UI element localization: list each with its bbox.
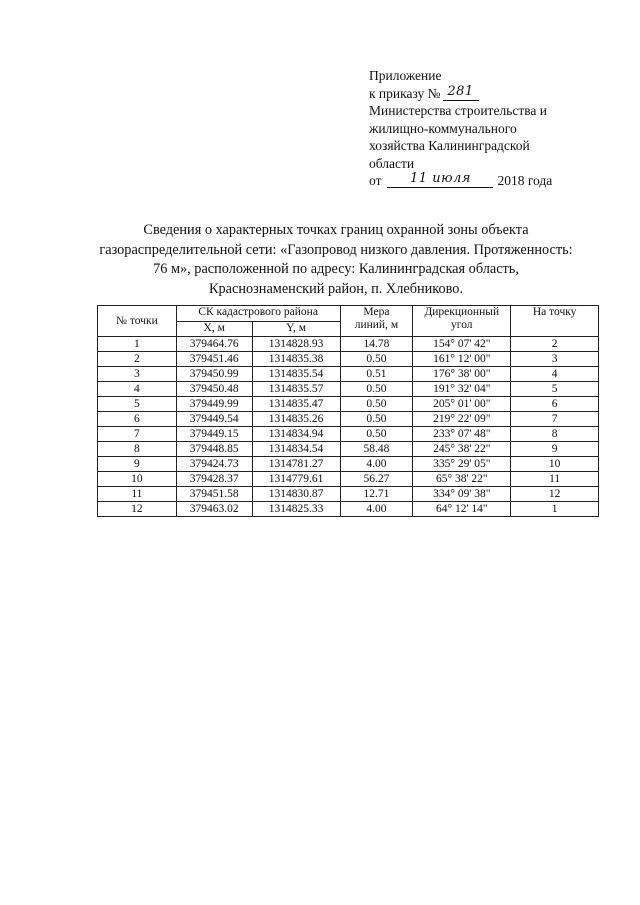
cell-length: 58.48 — [340, 442, 413, 457]
cell-direction: 176° 38' 00" — [413, 367, 511, 382]
header-to-point: На точку — [511, 306, 599, 337]
table-row — [98, 457, 599, 472]
cell-point-no: 6 — [98, 412, 177, 427]
ministry-line-2: жилищно-коммунального — [369, 120, 517, 136]
cell-point-no: 5 — [98, 397, 177, 412]
cell-direction: 64° 12' 14" — [413, 502, 511, 517]
cell-direction: 335° 29' 05" — [413, 457, 511, 472]
cell-direction: 205° 01' 00" — [413, 397, 511, 412]
heading-line-4: Краснознаменский район, п. Хлебниково. — [208, 280, 464, 297]
table-row — [98, 412, 599, 427]
order-number-handwritten — [443, 85, 479, 101]
order-reference — [369, 85, 619, 103]
cell-y: 1314835.38 — [252, 352, 340, 367]
cell-x: 379463.02 — [176, 502, 252, 517]
table-row — [98, 367, 599, 382]
cell-x: 379449.99 — [176, 397, 252, 412]
cell-to-point: 7 — [511, 412, 599, 427]
cell-to-point: 11 — [511, 472, 599, 487]
cell-point-no: 2 — [98, 352, 177, 367]
cell-point-no: 10 — [98, 472, 177, 487]
appendix-block — [369, 67, 619, 190]
header-point-no-text: № точки — [116, 314, 158, 327]
ministry-line-3: хозяйства Калининградской — [369, 138, 530, 153]
order-date — [369, 172, 619, 190]
cell-y: 1314781.27 — [252, 457, 340, 472]
appendix-title: Приложение — [369, 68, 442, 83]
cell-x: 379428.37 — [176, 472, 252, 487]
cell-length: 14.78 — [340, 337, 413, 352]
heading-line-2: газораспределительной сети: «Газопровод низкого давления. Протяженность: — [99, 241, 573, 258]
ministry-line-1: Министерства строительства и — [369, 103, 548, 118]
cell-direction: 65° 38' 22" — [413, 472, 511, 487]
cell-point-no: 7 — [98, 427, 177, 442]
cell-direction: 154° 07' 42" — [413, 337, 511, 352]
table-row — [98, 382, 599, 397]
cell-length: 0.50 — [340, 382, 413, 397]
table-row — [98, 352, 599, 367]
header-direction — [413, 306, 511, 337]
cell-length: 0.51 — [340, 367, 413, 382]
cell-direction: 334° 09' 38" — [413, 487, 511, 502]
cell-x: 379451.46 — [176, 352, 252, 367]
cell-y: 1314779.61 — [252, 472, 340, 487]
cell-x: 379449.15 — [176, 427, 252, 442]
cell-to-point: 8 — [511, 427, 599, 442]
cell-point-no: 11 — [98, 487, 177, 502]
cell-direction: 191° 32' 04" — [413, 382, 511, 397]
date-suffix: 2018 года — [497, 173, 553, 188]
cell-direction: 233° 07' 48" — [413, 427, 511, 442]
table-row — [98, 397, 599, 412]
table-body — [98, 337, 599, 517]
heading-line-1: Сведения о характерных точках границ охранной зоны объекта — [143, 222, 529, 238]
order-number-text: 281 — [447, 83, 474, 99]
cell-direction: 161° 12' 00" — [413, 352, 511, 367]
cell-point-no: 9 — [98, 457, 177, 472]
table-row — [98, 337, 599, 352]
cell-length: 0.50 — [340, 397, 413, 412]
cell-to-point: 9 — [511, 442, 599, 457]
boundary-points-table — [97, 305, 599, 517]
cell-y: 1314835.26 — [252, 412, 340, 427]
header-direction-line-2: угол — [451, 319, 473, 331]
header-length — [340, 306, 413, 337]
header-y: Y, м — [252, 322, 340, 337]
cell-x: 379464.76 — [176, 337, 252, 352]
table-row — [98, 487, 599, 502]
cell-length: 4.00 — [340, 502, 413, 517]
cell-point-no: 3 — [98, 367, 177, 382]
cell-length: 56.27 — [340, 472, 413, 487]
cell-x: 379449.54 — [176, 412, 252, 427]
cell-point-no: 8 — [98, 442, 177, 457]
table-row — [98, 427, 599, 442]
cell-to-point: 3 — [511, 352, 599, 367]
cell-to-point: 5 — [511, 382, 599, 397]
header-cadastral: СК кадастрового района — [176, 306, 340, 322]
header-direction-line-1: Дирекционный — [424, 306, 500, 318]
cell-x: 379451.58 — [176, 487, 252, 502]
cell-y: 1314834.54 — [252, 442, 340, 457]
cell-length: 4.00 — [340, 457, 413, 472]
cell-to-point: 6 — [511, 397, 599, 412]
cell-to-point: 12 — [511, 487, 599, 502]
cell-point-no: 12 — [98, 502, 177, 517]
cell-length: 0.50 — [340, 427, 413, 442]
cell-length: 0.50 — [340, 412, 413, 427]
cell-point-no: 4 — [98, 382, 177, 397]
header-x: X, м — [176, 322, 252, 337]
cell-y: 1314835.47 — [252, 397, 340, 412]
order-prefix: к приказу № — [369, 85, 441, 101]
cell-to-point: 2 — [511, 337, 599, 352]
cell-length: 12.71 — [340, 487, 413, 502]
cell-y: 1314834.94 — [252, 427, 340, 442]
cell-to-point: 4 — [511, 367, 599, 382]
cell-direction: 219° 22' 09" — [413, 412, 511, 427]
date-handwritten-text: 11 июля — [410, 171, 471, 186]
header-length-line-1: Мера — [363, 306, 390, 318]
cell-y: 1314828.93 — [252, 337, 340, 352]
date-handwritten — [387, 172, 493, 188]
cell-y: 1314835.54 — [252, 367, 340, 382]
cell-y: 1314830.87 — [252, 487, 340, 502]
cell-y: 1314825.33 — [252, 502, 340, 517]
header-point-no — [98, 306, 177, 337]
date-prefix: от — [369, 173, 382, 188]
cell-x: 379424.73 — [176, 457, 252, 472]
table-row — [98, 502, 599, 517]
cell-direction: 245° 38' 22" — [413, 442, 511, 457]
cell-point-no: 1 — [98, 337, 177, 352]
cell-to-point: 10 — [511, 457, 599, 472]
ministry-line-4: области — [369, 155, 415, 171]
table-row — [98, 442, 599, 457]
cell-length: 0.50 — [340, 352, 413, 367]
table-row — [98, 472, 599, 487]
heading-line-3: 76 м», расположенной по адресу: Калининградская область, — [153, 261, 519, 277]
cell-x: 379450.99 — [176, 367, 252, 382]
cell-x: 379450.48 — [176, 382, 252, 397]
cell-to-point: 1 — [511, 502, 599, 517]
cell-y: 1314835.57 — [252, 382, 340, 397]
cell-x: 379448.85 — [176, 442, 252, 457]
document-heading — [66, 221, 606, 299]
header-length-line-2: линий, м — [354, 319, 399, 331]
